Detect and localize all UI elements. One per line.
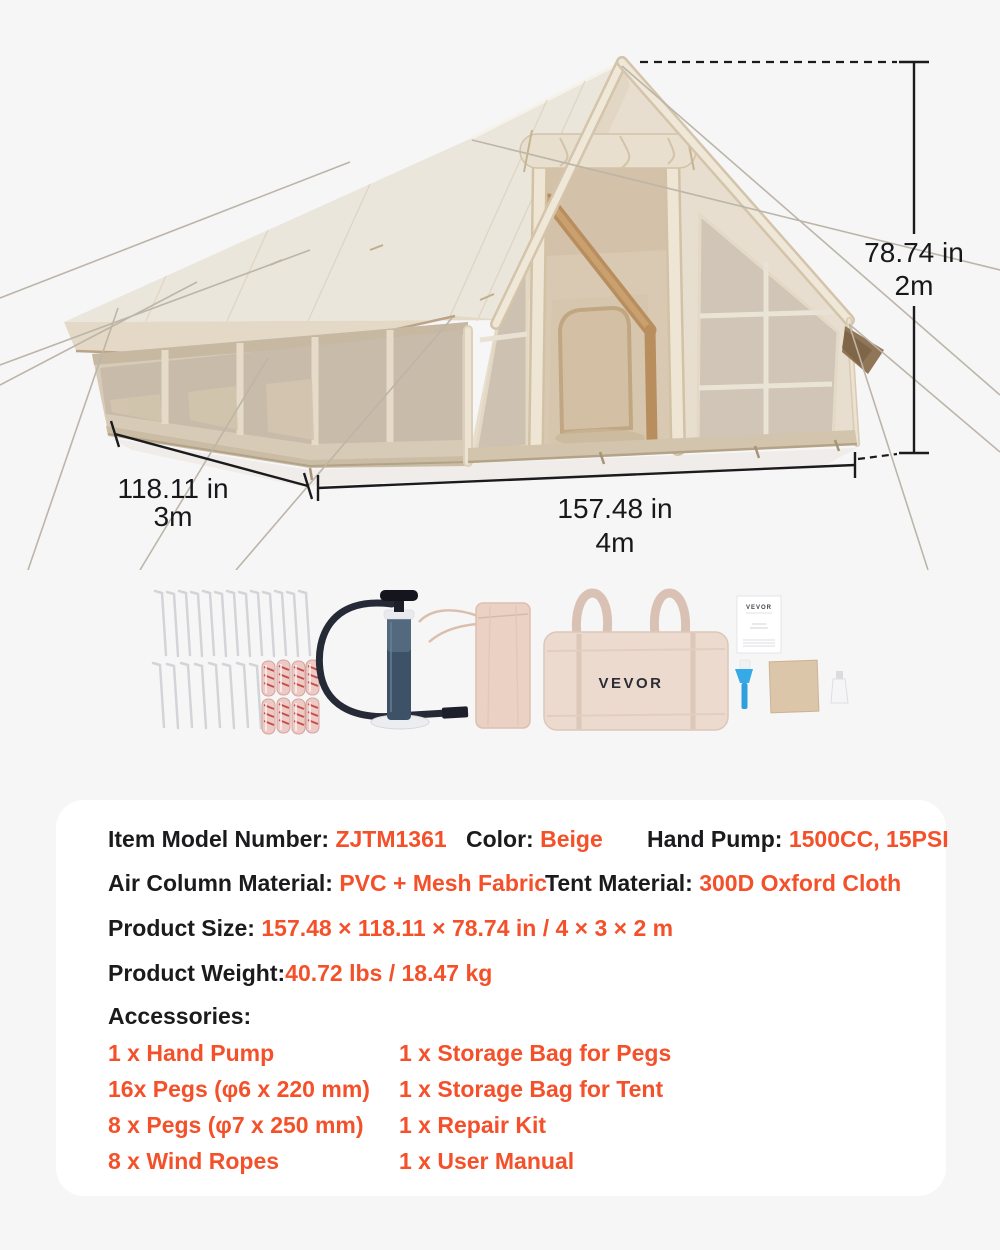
spec-product-weight bbox=[108, 958, 492, 988]
spec-label: Hand Pump: bbox=[647, 826, 789, 852]
user-manual bbox=[737, 596, 781, 653]
accessories-heading: Accessories: bbox=[108, 1003, 252, 1029]
width-label-meters: 4m bbox=[595, 527, 635, 558]
depth-label-inches: 118.11 in bbox=[117, 473, 229, 504]
tent-photo bbox=[0, 0, 1000, 570]
repair-applicator bbox=[735, 660, 753, 709]
tote-bag-logo: VEVOR bbox=[598, 675, 664, 692]
spec-label: Product Weight: bbox=[108, 960, 286, 986]
storage-bag-for-tent bbox=[544, 593, 728, 730]
depth-label-meters: 3m bbox=[153, 501, 193, 532]
spec-value: 157.48 × 118.11 × 78.74 in / 4 × 3 × 2 m bbox=[261, 915, 674, 941]
manual-logo: VEVOR bbox=[745, 605, 773, 611]
spec-label: Air Column Material: bbox=[108, 870, 340, 896]
spec-value: 1500CC, 15PSI bbox=[788, 826, 949, 852]
accessories-illustration bbox=[0, 572, 1000, 772]
spec-air-column-material bbox=[108, 868, 547, 898]
spec-value: ZJTM1361 bbox=[335, 826, 447, 852]
spec-label: Color: bbox=[466, 826, 541, 852]
inner-back-door bbox=[560, 308, 631, 432]
accessory-item: 16x Pegs (φ6 x 220 mm) bbox=[108, 1076, 370, 1102]
spec-value: PVC + Mesh Fabric bbox=[339, 870, 548, 896]
spec-item-model bbox=[108, 824, 447, 854]
accessory-item: 1 x Storage Bag for Tent bbox=[399, 1076, 664, 1102]
tent-pegs-16 bbox=[155, 591, 310, 656]
tote-handle bbox=[576, 593, 607, 636]
pump-hose bbox=[319, 603, 447, 717]
accessory-item: 1 x User Manual bbox=[399, 1148, 575, 1174]
spec-label: Item Model Number: bbox=[108, 826, 336, 852]
rolled-door-flap bbox=[520, 130, 696, 172]
spec-value: 40.72 lbs / 18.47 kg bbox=[285, 960, 493, 986]
spec-value: Beige bbox=[540, 826, 603, 852]
repair-patch bbox=[769, 660, 819, 713]
accessory-item: 1 x Repair Kit bbox=[399, 1112, 546, 1138]
spec-value: 300D Oxford Cloth bbox=[699, 870, 902, 896]
tent-pegs-8 bbox=[153, 663, 261, 728]
spec-label: Product Size: bbox=[108, 915, 262, 941]
spec-product-size bbox=[108, 913, 673, 943]
storage-bag-for-pegs bbox=[419, 603, 530, 728]
spec-panel bbox=[56, 800, 949, 1196]
accessory-item: 8 x Pegs (φ7 x 250 mm) bbox=[108, 1112, 364, 1138]
spec-label: Tent Material: bbox=[545, 870, 700, 896]
accessories-photo bbox=[0, 572, 1000, 772]
accessory-item: 1 x Storage Bag for Pegs bbox=[399, 1040, 672, 1066]
accessory-item: 1 x Hand Pump bbox=[108, 1040, 275, 1066]
pump-handle bbox=[380, 590, 418, 601]
wind-ropes bbox=[262, 660, 319, 734]
width-label-inches: 157.48 in bbox=[557, 493, 673, 524]
spec-hand-pump bbox=[647, 824, 949, 854]
height-label-meters: 2m bbox=[894, 270, 934, 301]
spec-tent-material bbox=[545, 868, 901, 898]
spec-color bbox=[466, 824, 603, 854]
accessory-item: 8 x Wind Ropes bbox=[108, 1148, 280, 1174]
tote-handle bbox=[654, 593, 685, 636]
pump-nozzle bbox=[442, 706, 469, 718]
height-label-inches: 78.74 in bbox=[864, 237, 964, 268]
glue-tube bbox=[831, 671, 848, 703]
